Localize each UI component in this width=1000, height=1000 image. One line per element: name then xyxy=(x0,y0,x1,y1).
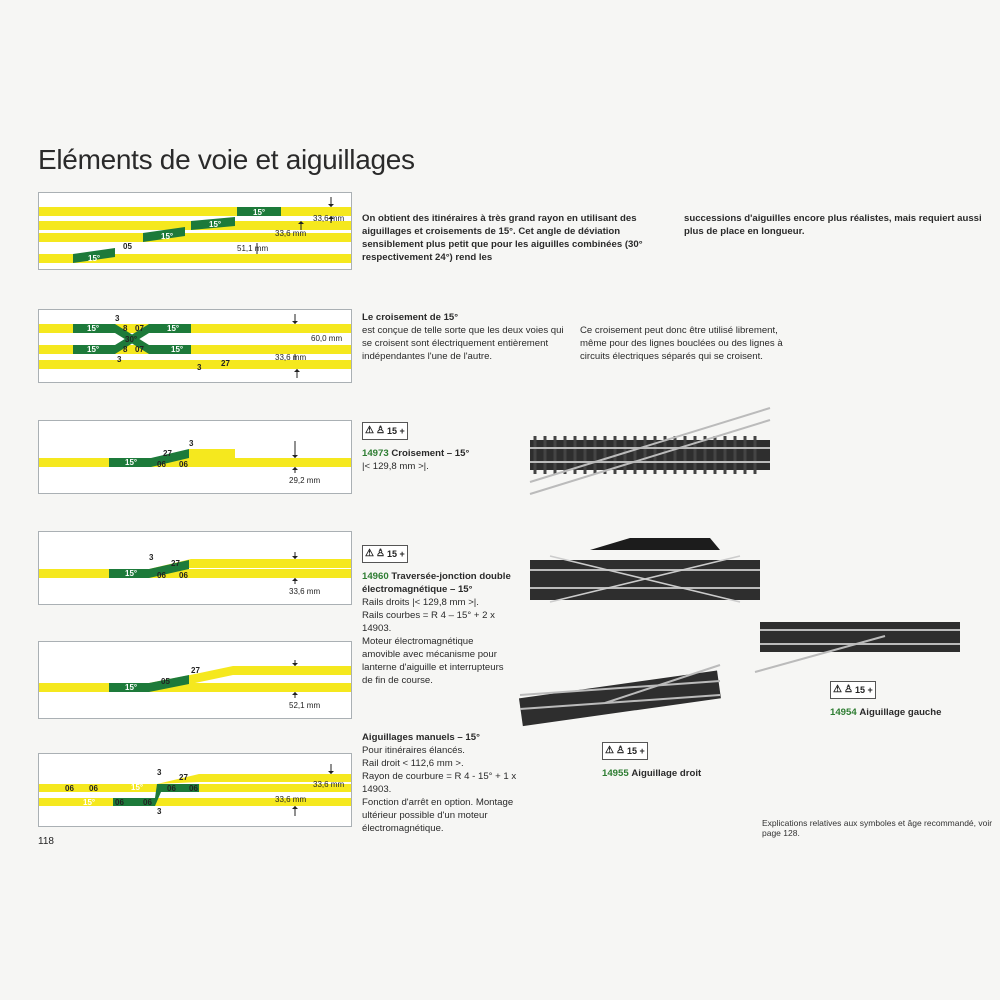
product-line: Rails droits |< 129,8 mm >|. xyxy=(362,597,479,608)
product-14960 xyxy=(362,570,512,687)
age-label: 15 + xyxy=(386,426,405,436)
age-label: 15 + xyxy=(386,549,405,559)
measure-label: 33,6 mm xyxy=(275,229,307,238)
measure-label: 33,6 mm xyxy=(313,780,345,789)
manual-turnouts xyxy=(362,731,542,835)
page-title: Eléments de voie et aiguillages xyxy=(38,144,415,175)
product-name: Aiguillage gauche xyxy=(859,707,942,718)
measure-label: 33,6 mm xyxy=(313,214,345,223)
segment-label: 3 xyxy=(117,355,122,364)
double-slip-photo xyxy=(520,520,770,620)
no-children-icon: ⚠ xyxy=(365,425,374,436)
footnote: Explications relatives aux symboles et âge recommandé, voir page 128. xyxy=(762,818,993,838)
segment-label: 3 xyxy=(157,768,162,777)
manual-heading: Aiguillages manuels – 15° xyxy=(362,732,480,743)
page-number: 118 xyxy=(38,836,54,847)
segment-label: 05 xyxy=(161,677,170,686)
product-14955 xyxy=(602,767,762,780)
segment-label: 27 xyxy=(171,559,180,568)
segment-label: 8 xyxy=(123,345,128,354)
measure-label: 60,0 mm xyxy=(311,334,343,343)
product-name: Aiguillage droit xyxy=(631,768,702,779)
segment-label: 06 xyxy=(115,798,124,807)
angle-label: 15° xyxy=(88,254,101,263)
crossing-photo xyxy=(520,400,780,500)
product-code: 14960 xyxy=(362,571,389,582)
age-badge xyxy=(362,545,408,563)
angle-label: 15° xyxy=(125,683,138,692)
age-label: 15 + xyxy=(626,746,645,756)
segment-label: 27 xyxy=(191,666,200,675)
measure-label: 29,2 mm xyxy=(289,476,321,485)
product-name: Traversée-jonction double électromagnétique – 15° xyxy=(362,571,511,595)
person-icon: ♙ xyxy=(843,684,853,695)
angle-label: 15° xyxy=(125,569,138,578)
product-line: Rail droit < 112,6 mm >. xyxy=(362,758,464,769)
segment-label: 3 xyxy=(115,314,120,323)
no-children-icon: ⚠ xyxy=(365,548,374,559)
product-line: Rayon de courbure = R 4 - 15° + 1 x 14903. xyxy=(362,771,517,795)
angle-label: 15° xyxy=(253,208,266,217)
segment-label: 06 xyxy=(89,784,98,793)
angle-label: 15° xyxy=(87,345,100,354)
measure-label: 51,1 mm xyxy=(237,244,269,253)
track-diagram-2 xyxy=(38,309,352,383)
crossing-col2: Ce croisement peut donc être utilisé librement, même pour des lignes bouclées ou des lignes à circuits électriques séparés qui se croisent. xyxy=(580,325,783,362)
angle-label: 15° xyxy=(131,783,144,792)
person-icon: ♙ xyxy=(615,745,625,756)
crossing-block xyxy=(362,311,572,363)
product-line: Fonction d'arrêt en option. Montage ultérieur possible d'un moteur électromagnétique. xyxy=(362,797,514,834)
angle-label: 30° xyxy=(125,335,138,344)
segment-label: 27 xyxy=(163,449,172,458)
measure-label: 52,1 mm xyxy=(289,701,321,710)
track-diagram-4 xyxy=(38,531,352,605)
right-turnout-photo xyxy=(515,655,735,735)
intro-col1: On obtient des itinéraires à très grand rayon en utilisant des aiguillages et croisements de 15°. Cet angle de déviation sensiblement plus petit que pour les aiguilles combinées (30° respectivement 24°) rend les xyxy=(362,213,643,263)
angle-label: 15° xyxy=(209,220,222,229)
product-line: Moteur électromagnétique amovible avec mécanisme pour lanterne d'aiguille et interrupteurs de fin de course. xyxy=(362,636,504,686)
product-name: Croisement – 15° xyxy=(391,448,470,459)
person-icon: ♙ xyxy=(375,425,385,436)
segment-label: 07 xyxy=(135,324,144,333)
crossing-text: est conçue de telle sorte que les deux voies qui se croisent sont électriquement entièrement indépendantes l'une de l'autre. xyxy=(362,325,564,362)
age-label: 15 + xyxy=(854,685,873,695)
segment-label: 06 xyxy=(157,460,166,469)
product-code: 14955 xyxy=(602,768,629,779)
age-badge xyxy=(602,742,648,760)
segment-label: 3 xyxy=(189,439,194,448)
angle-label: 15° xyxy=(171,345,184,354)
product-14973 xyxy=(362,447,512,473)
segment-label: 3 xyxy=(197,363,202,372)
track-diagram-1 xyxy=(38,192,352,270)
measure-label: 33,6 mm xyxy=(275,353,307,362)
measure-label: 33,6 mm xyxy=(275,795,307,804)
person-icon: ♙ xyxy=(375,548,385,559)
segment-label: 3 xyxy=(149,553,154,562)
product-line: Pour itinéraires élancés. xyxy=(362,745,465,756)
segment-label: 06 xyxy=(179,460,188,469)
angle-label: 15° xyxy=(161,232,174,241)
segment-label: 06 xyxy=(189,784,198,793)
age-badge xyxy=(830,681,876,699)
crossing-heading: Le croisement de 15° xyxy=(362,312,459,323)
track-diagram-6 xyxy=(38,753,352,827)
segment-label: 06 xyxy=(157,571,166,580)
track-diagram-5 xyxy=(38,641,352,719)
segment-label: 3 xyxy=(157,807,162,816)
segment-label: 27 xyxy=(179,773,188,782)
measure-label: 33,6 mm xyxy=(289,587,321,596)
intro-col2: successions d'aiguilles encore plus réalistes, mais requiert aussi plus de place en longueur. xyxy=(684,213,982,237)
no-children-icon: ⚠ xyxy=(605,745,614,756)
segment-label: 05 xyxy=(123,242,132,251)
product-desc: |< 129,8 mm >|. xyxy=(362,461,429,472)
segment-label: 27 xyxy=(221,359,230,368)
segment-label: 06 xyxy=(65,784,74,793)
left-turnout-photo xyxy=(745,612,975,682)
angle-label: 15° xyxy=(87,324,100,333)
product-code: 14954 xyxy=(830,707,857,718)
age-badge xyxy=(362,422,408,440)
angle-label: 15° xyxy=(83,798,96,807)
angle-label: 15° xyxy=(167,324,180,333)
segment-label: 8 xyxy=(123,324,128,333)
product-14954 xyxy=(830,706,990,719)
no-children-icon: ⚠ xyxy=(833,684,842,695)
segment-label: 06 xyxy=(179,571,188,580)
track-diagram-3 xyxy=(38,420,352,494)
segment-label: 06 xyxy=(167,784,176,793)
angle-label: 15° xyxy=(125,458,138,467)
product-code: 14973 xyxy=(362,448,389,459)
segment-label: 06 xyxy=(143,798,152,807)
product-line: Rails courbes = R 4 – 15° + 2 x 14903. xyxy=(362,610,495,634)
segment-label: 07 xyxy=(135,345,144,354)
